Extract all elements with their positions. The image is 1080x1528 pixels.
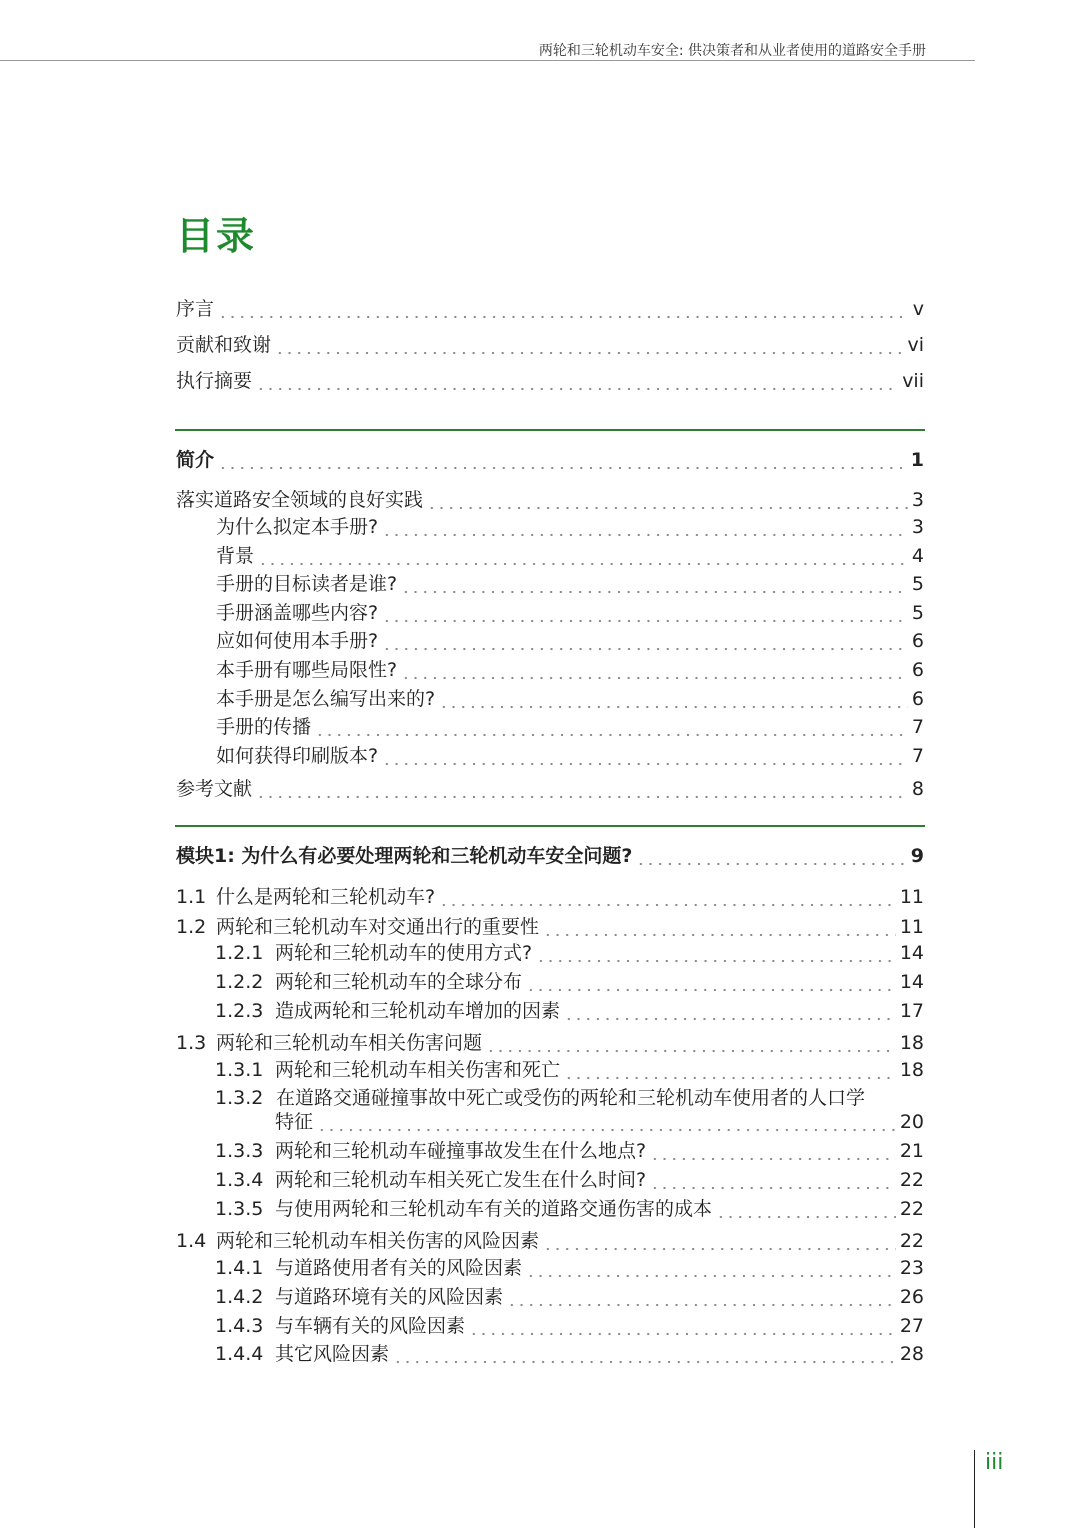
- toc-entry-label: 贡献和致谢: [176, 334, 272, 356]
- dot-leader: [382, 743, 908, 769]
- toc-entry-page: vi: [907, 334, 924, 356]
- toc-entry-number: 1.2.3: [215, 1000, 264, 1022]
- toc-entry-number: 1.3: [176, 1032, 207, 1054]
- dot-leader: [716, 1196, 896, 1222]
- toc-entry[interactable]: [215, 1167, 924, 1193]
- toc-entry[interactable]: [216, 514, 924, 540]
- toc-entry-number: 1.3.1: [215, 1059, 264, 1081]
- toc-entry-page: 14: [899, 971, 924, 993]
- toc-entry-number: 1.2: [176, 916, 207, 938]
- toc-entry-label: 两轮和三轮机动车的使用方式?: [275, 942, 533, 964]
- toc-entry-number: 1.2.1: [215, 942, 264, 964]
- toc-entry-number: 1.4.4: [215, 1343, 264, 1365]
- toc-entry[interactable]: [216, 628, 924, 654]
- toc-entry-label: 与车辆有关的风险因素: [275, 1315, 466, 1337]
- toc-entry-label: 特征: [275, 1111, 314, 1133]
- section-divider: [175, 429, 925, 431]
- toc-entry[interactable]: [215, 1313, 924, 1339]
- dot-leader: [401, 571, 908, 597]
- toc-entry[interactable]: [215, 940, 924, 966]
- dot-leader: [564, 1057, 896, 1083]
- dot-leader: [382, 628, 908, 654]
- toc-entry-label: 应如何使用本手册?: [216, 630, 379, 652]
- toc-entry-page: 22: [899, 1169, 924, 1191]
- toc-entry-label: 两轮和三轮机动车相关死亡发生在什么时间?: [275, 1169, 647, 1191]
- toc-entry-page: 5: [911, 602, 924, 624]
- dot-leader: [507, 1284, 896, 1310]
- toc-entry-label: 什么是两轮和三轮机动车?: [216, 886, 436, 908]
- toc-entry-page: 7: [911, 745, 924, 767]
- toc-entry-label: 两轮和三轮机动车相关伤害的风险因素: [216, 1230, 540, 1252]
- toc-entry-number: 1.3.5: [215, 1198, 264, 1220]
- toc-entry[interactable]: [176, 368, 924, 394]
- dot-leader: [650, 1138, 896, 1164]
- toc-entry-page: 21: [899, 1140, 924, 1162]
- dot-leader: [526, 969, 896, 995]
- toc-entry-number: 1.3.2: [215, 1087, 264, 1109]
- dot-leader: [486, 1030, 896, 1056]
- running-header: 两轮和三轮机动车安全: 供决策者和从业者使用的道路安全手册: [538, 43, 926, 59]
- toc-entry-number: 1.3.4: [215, 1169, 264, 1191]
- toc-entry[interactable]: [176, 1228, 924, 1254]
- toc-entry-label: 造成两轮和三轮机动车增加的因素: [275, 1000, 561, 1022]
- toc-entry[interactable]: [176, 776, 924, 802]
- toc-entry-label[interactable]: 在道路交通碰撞事故中死亡或受伤的两轮和三轮机动车使用者的人口学: [276, 1087, 866, 1109]
- toc-entry[interactable]: [215, 1284, 924, 1310]
- dot-leader: [382, 514, 908, 540]
- toc-entry-label: 本手册有哪些局限性?: [216, 659, 398, 681]
- page-number: iii: [985, 1450, 1004, 1475]
- toc-entry-page: vii: [902, 370, 924, 392]
- toc-entry[interactable]: [215, 969, 924, 995]
- toc-entry[interactable]: [176, 332, 924, 358]
- toc-entry-number: 1.3.3: [215, 1140, 264, 1162]
- toc-entry-label: 模块1: 为什么有必要处理两轮和三轮机动车安全问题?: [176, 845, 633, 867]
- toc-entry-label: 序言: [176, 298, 215, 320]
- toc-entry[interactable]: [176, 843, 924, 869]
- toc-entry[interactable]: [215, 1057, 924, 1083]
- toc-entry-page: 20: [899, 1111, 924, 1133]
- toc-entry-label: 两轮和三轮机动车的全球分布: [275, 971, 523, 993]
- dot-leader: [427, 487, 908, 513]
- dot-leader: [536, 940, 896, 966]
- toc-entry[interactable]: [216, 600, 924, 626]
- toc-entry-label: 参考文献: [176, 778, 253, 800]
- toc-entry-page: 22: [899, 1198, 924, 1220]
- toc-entry[interactable]: [215, 998, 924, 1024]
- toc-entry-page: 1: [910, 449, 924, 471]
- toc-entry[interactable]: [216, 657, 924, 683]
- toc-entry[interactable]: [176, 884, 924, 910]
- toc-entry-number: 1.4.3: [215, 1315, 264, 1337]
- toc-entry-number: 1.2.2: [215, 971, 264, 993]
- toc-entry-page: 18: [899, 1032, 924, 1054]
- toc-entry-page: 11: [899, 886, 924, 908]
- toc-entry-label: 其它风险因素: [275, 1343, 390, 1365]
- dot-leader: [636, 843, 906, 869]
- page-title: 目录: [176, 214, 257, 258]
- toc-entry[interactable]: [176, 914, 924, 940]
- toc-entry-number: 1.4: [176, 1230, 207, 1252]
- toc-entry-number: 1.4.2: [215, 1286, 264, 1308]
- toc-entry[interactable]: [215, 1138, 924, 1164]
- toc-entry-label: 落实道路安全领域的良好实践: [176, 489, 424, 511]
- dot-leader: [315, 714, 908, 740]
- dot-leader: [526, 1255, 896, 1281]
- dot-leader: [218, 447, 907, 473]
- toc-entry[interactable]: [215, 1196, 924, 1222]
- toc-entry-page: 27: [899, 1315, 924, 1337]
- toc-entry-page: 18: [899, 1059, 924, 1081]
- toc-entry-number: 1.4.1: [215, 1257, 264, 1279]
- toc-entry-page: 22: [899, 1230, 924, 1252]
- toc-entry[interactable]: [215, 1255, 924, 1281]
- toc-entry-label: 背景: [216, 545, 255, 567]
- toc-entry-label: 两轮和三轮机动车对交通出行的重要性: [216, 916, 540, 938]
- section-divider: [175, 825, 925, 827]
- dot-leader: [439, 884, 896, 910]
- toc-entry-page: 14: [899, 942, 924, 964]
- toc-entry-page: 6: [911, 659, 924, 681]
- dot-leader: [258, 543, 908, 569]
- dot-leader: [543, 914, 896, 940]
- toc-entry-label: 本手册是怎么编写出来的?: [216, 688, 436, 710]
- dot-leader: [256, 776, 908, 802]
- dot-leader: [382, 600, 908, 626]
- toc-entry[interactable]: [215, 1341, 924, 1367]
- dot-leader: [317, 1109, 896, 1135]
- toc-entry-label: 两轮和三轮机动车相关伤害和死亡: [275, 1059, 561, 1081]
- toc-entry-page: 4: [911, 545, 924, 567]
- toc-entry-page: 5: [911, 573, 924, 595]
- toc-entry-page: 6: [911, 688, 924, 710]
- toc-entry-page: 17: [899, 1000, 924, 1022]
- dot-leader: [401, 657, 908, 683]
- toc-entry-page: v: [912, 298, 924, 320]
- toc-entry-label: 如何获得印刷版本?: [216, 745, 379, 767]
- toc-entry[interactable]: [176, 296, 924, 322]
- dot-leader: [256, 368, 898, 394]
- dot-leader: [393, 1341, 896, 1367]
- toc-entry-label: 为什么拟定本手册?: [216, 516, 379, 538]
- toc-entry-label: 与道路环境有关的风险因素: [275, 1286, 504, 1308]
- header-rule: [0, 60, 975, 61]
- toc-entry-label: 执行摘要: [176, 370, 253, 392]
- toc-entry-label: 两轮和三轮机动车碰撞事故发生在什么地点?: [275, 1140, 647, 1162]
- dot-leader: [650, 1167, 896, 1193]
- toc-entry-label: 与使用两轮和三轮机动车有关的道路交通伤害的成本: [275, 1198, 713, 1220]
- toc-entry-label: 简介: [176, 449, 215, 471]
- dot-leader: [543, 1228, 896, 1254]
- toc-entry-page: 11: [899, 916, 924, 938]
- toc-entry-page: 3: [911, 516, 924, 538]
- toc-entry-label: 手册涵盖哪些内容?: [216, 602, 379, 624]
- toc-entry-page: 23: [899, 1257, 924, 1279]
- footer-rule: [974, 1450, 975, 1528]
- toc-entry-label: 手册的传播: [216, 716, 312, 738]
- dot-leader: [564, 998, 896, 1024]
- toc-entry-label: 两轮和三轮机动车相关伤害问题: [216, 1032, 483, 1054]
- toc-entry[interactable]: [176, 1030, 924, 1056]
- dot-leader: [469, 1313, 896, 1339]
- toc-entry-page: 6: [911, 630, 924, 652]
- toc-entry[interactable]: [216, 571, 924, 597]
- toc-entry[interactable]: [176, 487, 924, 513]
- toc-entry-label: 与道路使用者有关的风险因素: [275, 1257, 523, 1279]
- toc-entry-page: 26: [899, 1286, 924, 1308]
- toc-entry-page: 28: [899, 1343, 924, 1365]
- dot-leader: [275, 332, 903, 358]
- dot-leader: [439, 686, 908, 712]
- toc-entry[interactable]: [216, 686, 924, 712]
- toc-entry[interactable]: [176, 447, 924, 473]
- toc-entry-page: 3: [911, 489, 924, 511]
- toc-entry-page: 8: [911, 778, 924, 800]
- toc-entry[interactable]: [216, 743, 924, 769]
- toc-entry[interactable]: [216, 714, 924, 740]
- dot-leader: [218, 296, 909, 322]
- toc-entry-number: 1.1: [176, 886, 207, 908]
- toc-entry[interactable]: [216, 543, 924, 569]
- toc-entry-label: 手册的目标读者是谁?: [216, 573, 398, 595]
- toc-entry-page: 7: [911, 716, 924, 738]
- toc-entry-page: 9: [910, 845, 924, 867]
